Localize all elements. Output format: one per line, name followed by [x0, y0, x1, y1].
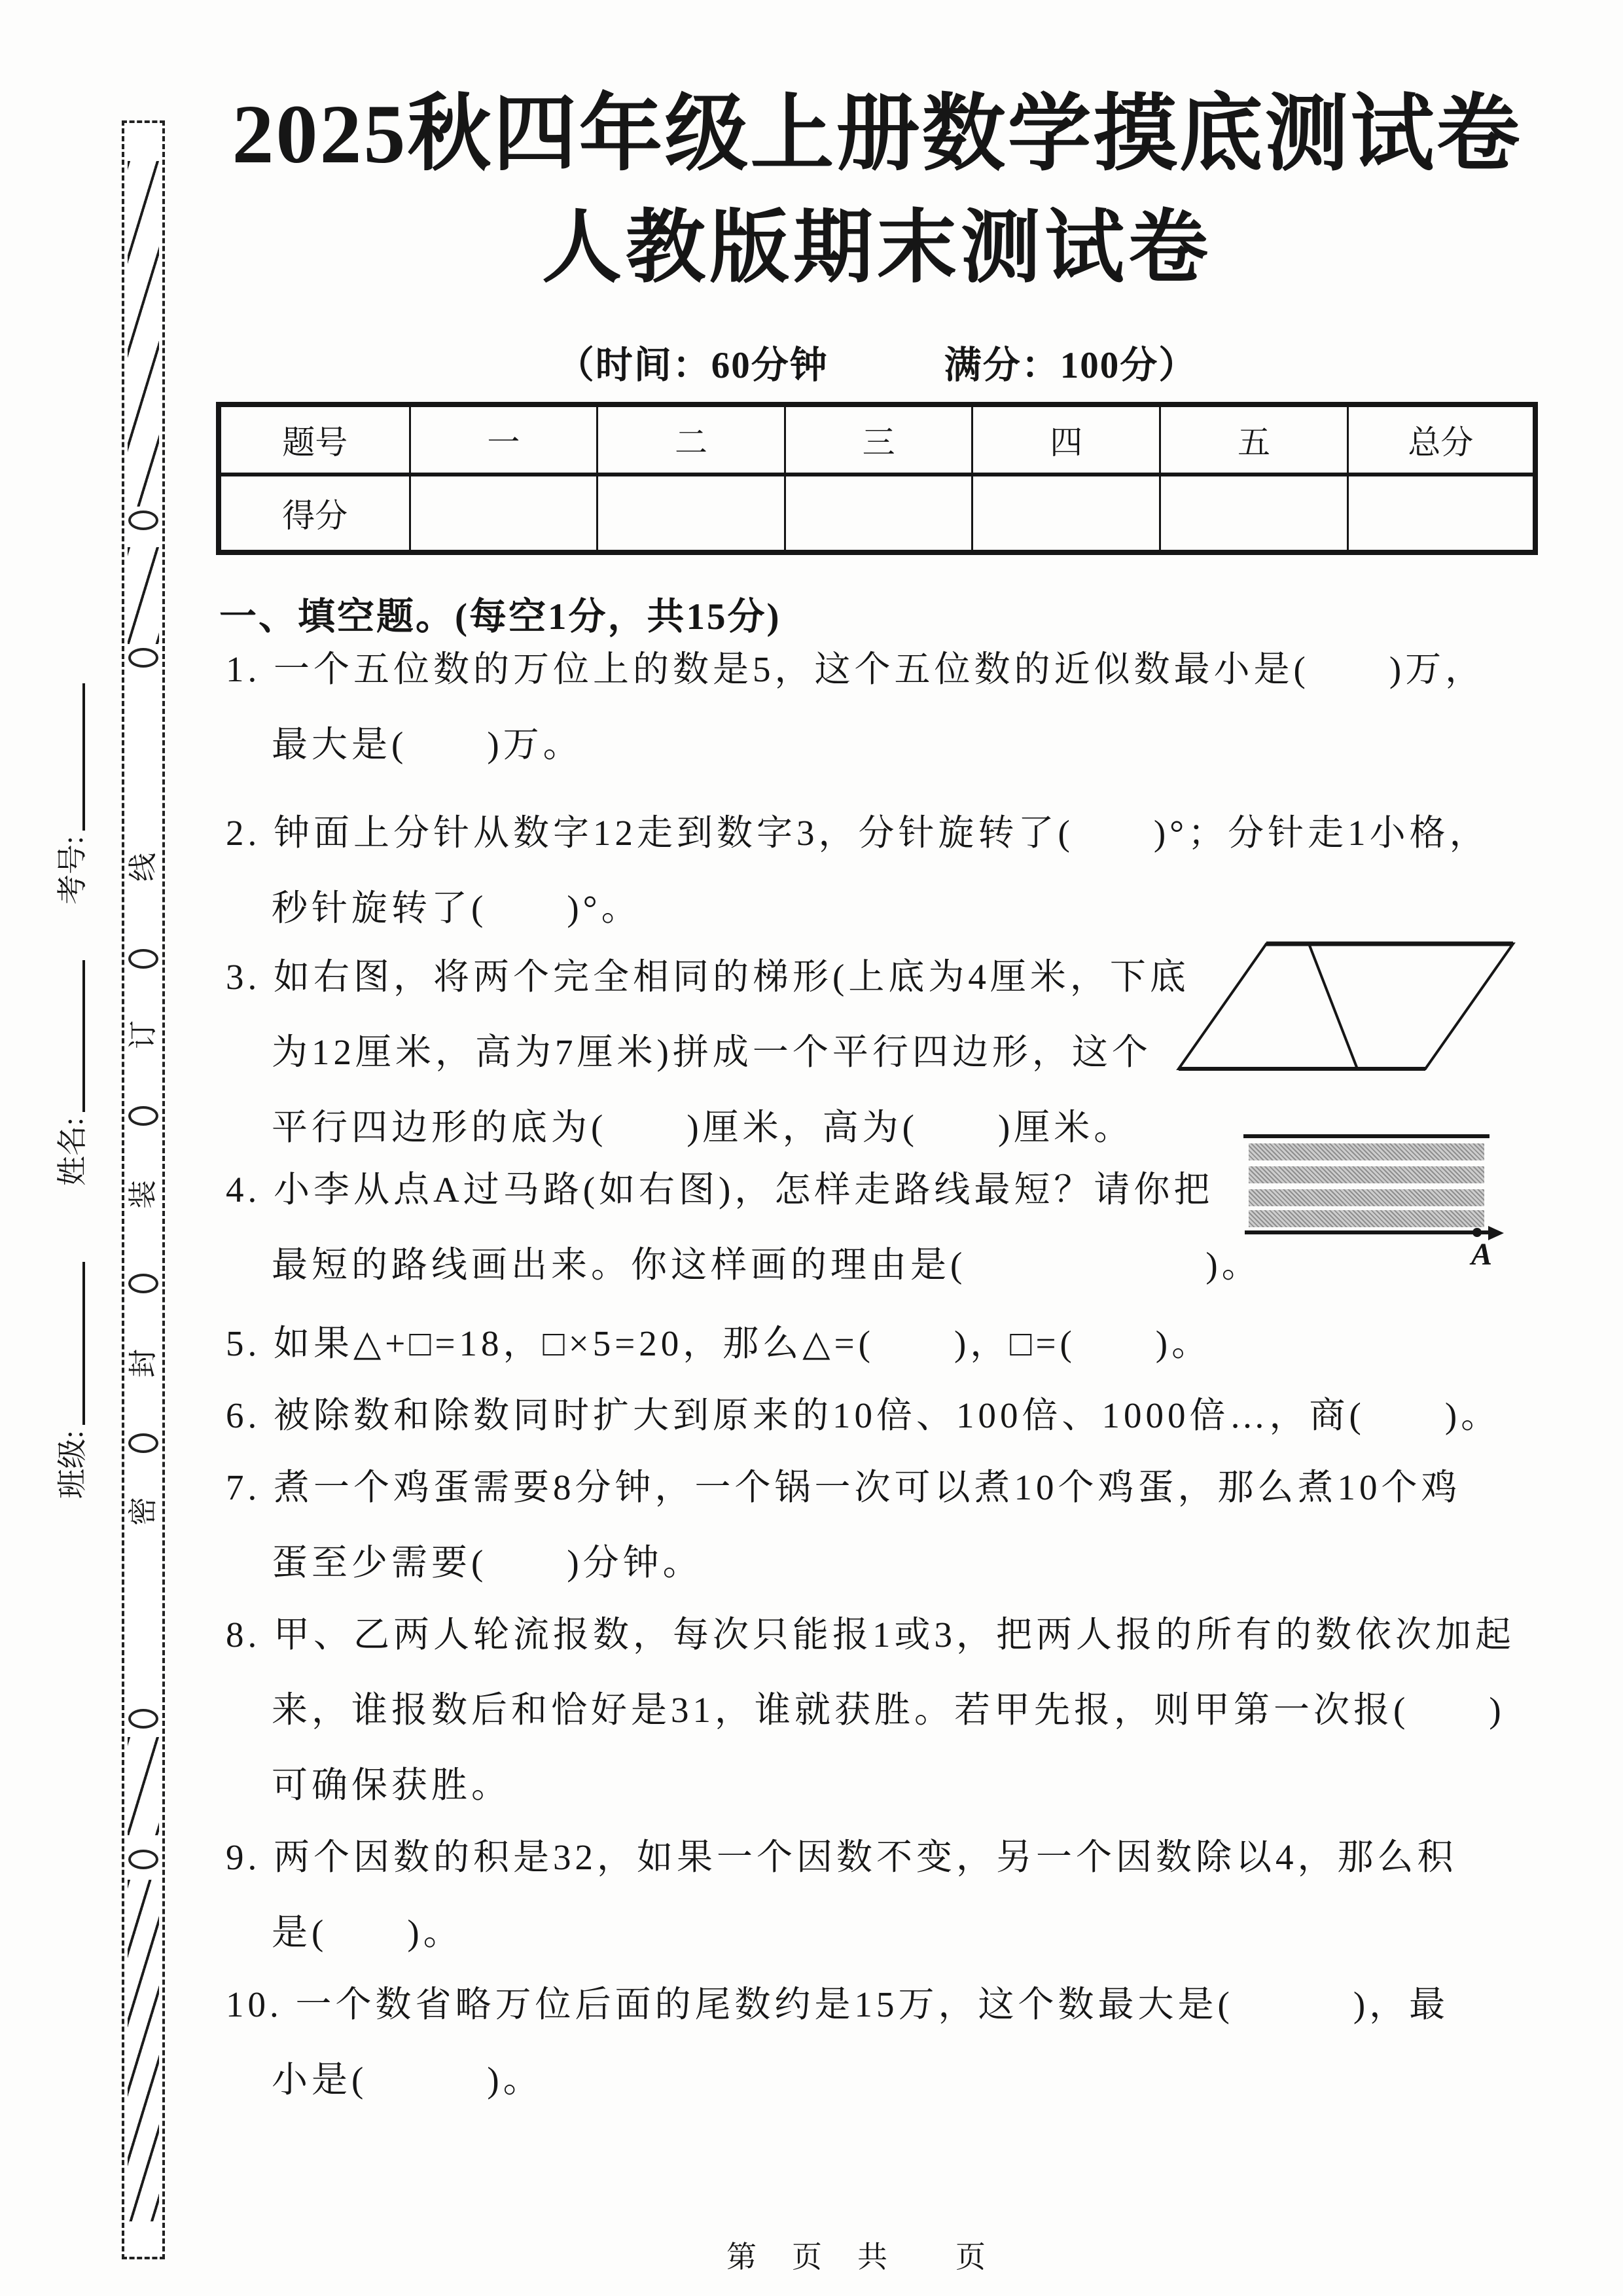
exam-meta: （时间：60分钟 满分：100分）	[556, 345, 1198, 386]
question-line: 秒针旋转了( )°。	[272, 888, 641, 928]
score-cell	[1347, 475, 1535, 552]
crosswalk-band	[1249, 1166, 1484, 1183]
binding-hatch	[128, 1737, 159, 1835]
question-line: 6. 被除数和除数同时扩大到原来的10倍、100倍、1000倍…，商( )。	[226, 1395, 1501, 1435]
score-header-cell: 一	[410, 404, 597, 475]
crosswalk-band	[1249, 1210, 1484, 1227]
ring-icon	[128, 1850, 158, 1869]
exam-number-text: 考号:	[56, 836, 89, 905]
student-name-text: 姓名:	[56, 1117, 89, 1186]
question-line: 是( )。	[272, 1912, 463, 1952]
question-line: 最大是( )万。	[272, 725, 583, 764]
question-line: 来，谁报数后和恰好是31，谁就获胜。若甲先报，则甲第一次报( )	[272, 1690, 1505, 1730]
question-8	[226, 1597, 1548, 1823]
score-header-cell: 三	[785, 404, 972, 475]
seal-char-ding: 订	[127, 1020, 159, 1049]
ring-icon	[128, 1433, 158, 1453]
question-9	[226, 1820, 1548, 1970]
exam-number-label	[55, 683, 92, 905]
score-row-label: 得分	[219, 475, 410, 552]
score-cell	[785, 475, 972, 552]
point-a-dot	[1472, 1228, 1482, 1237]
question-line: 1. 一个五位数的万位上的数是5，这个五位数的近似数最小是( )万，	[226, 649, 1486, 689]
section-heading: 一、填空题。(每空1分，共15分)	[219, 596, 781, 637]
class-blank-line	[82, 1262, 85, 1425]
road-bottom-edge	[1245, 1230, 1489, 1234]
score-header-cell: 五	[1160, 404, 1348, 475]
score-cell	[1160, 475, 1348, 552]
ring-icon	[128, 1709, 158, 1729]
question-10	[226, 1967, 1548, 2117]
question-6	[226, 1378, 1548, 1453]
seal-char-feng: 封	[127, 1349, 159, 1378]
question-line: 可确保获胜。	[272, 1765, 512, 1805]
question-5	[226, 1306, 1548, 1381]
ring-icon	[128, 949, 158, 969]
binding-hatch	[128, 161, 159, 507]
score-header-cell: 总分	[1347, 404, 1535, 475]
score-header-cell: 四	[972, 404, 1160, 475]
seal-char-zhuang: 装	[127, 1180, 159, 1209]
ring-icon	[128, 511, 158, 530]
class-label	[55, 1262, 92, 1499]
score-header-cell: 二	[597, 404, 785, 475]
question-line: 蛋至少需要( )分钟。	[272, 1543, 703, 1583]
score-cell	[972, 475, 1160, 552]
crosswalk-band	[1249, 1143, 1484, 1160]
question-line: 小是( )。	[272, 2060, 543, 2100]
point-a-label: A	[1471, 1237, 1493, 1272]
question-7	[226, 1450, 1548, 1600]
score-cell	[410, 475, 597, 552]
question-line: 平行四边形的底为( )厘米，高为( )厘米。	[272, 1107, 1134, 1147]
question-line: 5. 如果△+□=18，□×5=20，那么△=( )，□=( )。	[226, 1323, 1212, 1363]
student-name-label	[55, 960, 92, 1186]
page-subtitle: 人教版期末测试卷	[542, 204, 1212, 293]
road-top-edge	[1243, 1134, 1489, 1138]
class-text: 班级:	[56, 1430, 89, 1499]
question-line: 8. 甲、乙两人轮流报数，每次只能报1或3，把两人报的所有的数依次加起	[226, 1615, 1516, 1655]
student-name-blank-line	[82, 960, 85, 1112]
score-cell	[597, 475, 785, 552]
question-1	[226, 632, 1548, 782]
question-line: 7. 煮一个鸡蛋需要8分钟，一个锅一次可以煮10个鸡蛋，那么煮10个鸡	[226, 1467, 1461, 1507]
seal-char-line: 线	[127, 853, 159, 882]
question-line: 3. 如右图，将两个完全相同的梯形(上底为4厘米，下底	[226, 957, 1190, 997]
score-table	[216, 402, 1538, 555]
ring-icon	[128, 1274, 158, 1293]
seal-binding-strip	[122, 120, 165, 2259]
question-line: 2. 钟面上分针从数字12走到数字3，分针旋转了( )°；分针走1小格，	[226, 813, 1489, 853]
question-line: 4. 小李从点A过马路(如右图)，怎样走路线最短？请你把	[226, 1170, 1214, 1210]
question-line: 最短的路线画出来。你这样画的理由是( )。	[272, 1245, 1262, 1285]
page-title: 2025秋四年级上册数学摸底测试卷	[232, 88, 1522, 181]
seal-char-mi: 密	[127, 1497, 159, 1526]
binding-hatch	[128, 547, 159, 644]
trapezoid-parallelogram-figure	[1171, 937, 1525, 1076]
exam-number-blank-line	[82, 683, 85, 831]
score-header-cell: 题号	[219, 404, 410, 475]
question-line: 9. 两个因数的积是32，如果一个因数不变，另一个因数除以4，那么积	[226, 1837, 1457, 1877]
binding-hatch	[128, 1880, 159, 2221]
question-line: 为12厘米，高为7厘米)拼成一个平行四边形，这个	[272, 1032, 1152, 1072]
crosswalk-band	[1249, 1189, 1484, 1206]
page-footer: 第 页 共 页	[726, 2240, 988, 2274]
ring-icon	[128, 1106, 158, 1126]
question-line: 10. 一个数省略万位后面的尾数约是15万，这个数最大是( )，最	[226, 1984, 1450, 2024]
score-table-header-row	[219, 404, 1535, 475]
crosswalk-figure	[1243, 1134, 1505, 1272]
score-table-score-row	[219, 475, 1535, 552]
ring-icon	[128, 648, 158, 668]
question-2	[226, 795, 1548, 946]
